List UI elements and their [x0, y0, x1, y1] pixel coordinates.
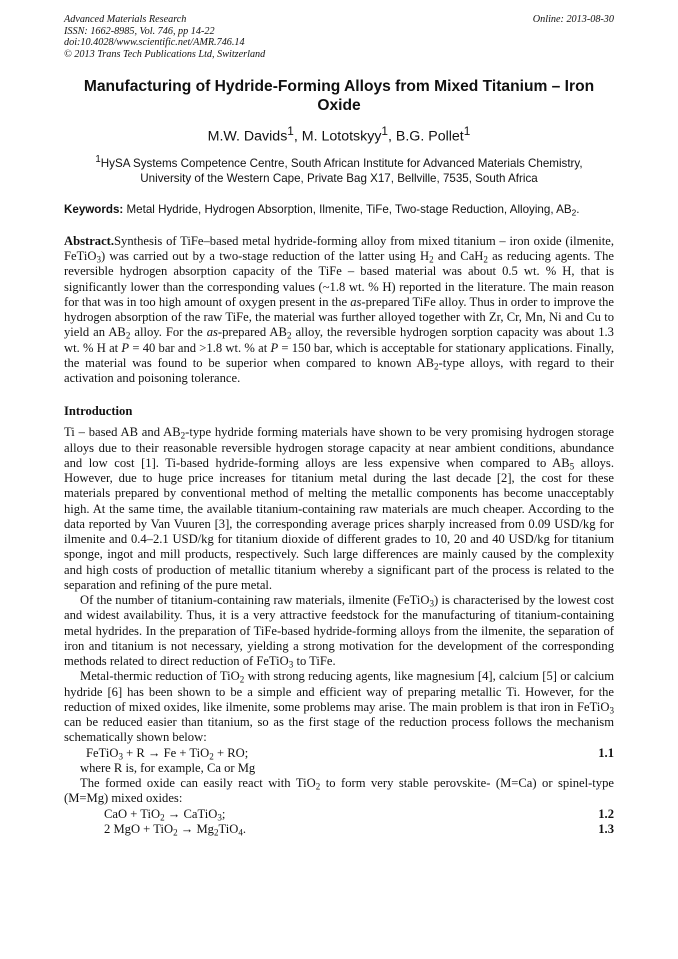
keywords-label: Keywords:	[64, 203, 124, 217]
subscript: 2	[429, 254, 434, 265]
affiliation	[64, 153, 614, 186]
equation-number: 1.1	[598, 745, 614, 760]
subscript: 2	[315, 781, 321, 792]
issn-line: ISSN: 1662-8985, Vol. 746, pp 14-22	[64, 25, 215, 37]
affiliation-line-1: HySA Systems Competence Centre, South African Institute for Advanced Materials Chemistry,	[100, 156, 583, 170]
intro-paragraph-4	[64, 776, 614, 807]
subscript: 3	[217, 812, 222, 823]
equation-text: → CaTiO	[164, 806, 218, 821]
equation-number: 1.3	[598, 821, 614, 836]
subscript: 5	[569, 461, 575, 472]
keywords	[64, 203, 614, 218]
author-name: M. Lototskyy	[301, 129, 382, 146]
subscript: 2	[483, 254, 488, 265]
where-clause: where R is, for example, Ca or Mg	[80, 760, 256, 775]
author-list	[64, 122, 614, 146]
equation-text: FeTiO	[86, 745, 119, 760]
subscript: 2	[239, 674, 245, 685]
equation-1-2	[64, 807, 614, 822]
equation-text: TiO	[218, 821, 239, 836]
abstract-text: -type alloys, with regard to their activation and poisoning tolerance.	[64, 355, 615, 385]
paragraph-text: ) is characterised by the lowest cost and widest availability. Thus, it is a very attractive feedstock for the manufacturing of titanium-containing metal hydrides. In the preparation of TiFe-based hydride-forming alloys from the ilmenite, the separation of iron and titanium is not necessary, yielding a strong motivation for the development of the corresponding methods related to direct reduction of FeTiO	[64, 593, 614, 668]
equation-text: ;	[221, 806, 226, 821]
abstract-text: = 150 bar, which is acceptable for stationary applications. Finally, the material was found to be superior when compared to known AB	[64, 340, 614, 370]
abstract-text: alloy. For the	[130, 325, 207, 340]
copyright-line: © 2013 Trans Tech Publications Ltd, Switzerland	[64, 48, 266, 60]
affiliation-mark: 1	[95, 154, 101, 166]
section-heading-introduction: Introduction	[64, 404, 133, 419]
subscript: 3	[288, 659, 294, 670]
journal-name: Advanced Materials Research	[64, 14, 187, 25]
subscript: 3	[609, 705, 614, 716]
subscript: 2	[434, 361, 439, 372]
subscript: 2	[173, 827, 178, 838]
subscript: 3	[118, 751, 123, 762]
keywords-end: .	[576, 203, 580, 217]
author-separator: ,	[388, 129, 396, 146]
journal-header	[64, 14, 614, 60]
subscript: 2	[125, 330, 131, 341]
paragraph-text: can be reduced easier than titanium, so as the first stage of the reduction process follows the mechanism schematically shown below:	[64, 715, 614, 745]
abstract-text: -prepared AB	[217, 325, 287, 340]
paragraph-text: -type hydride forming materials have shown to be very promising hydrogen storage alloys due to their reasonable reversible hydrogen storage capacity at near ambient conditions, abundance and low cost [1]. Ti-based hydride-forming alloys are less expensive when compared to AB	[64, 425, 615, 470]
author-name: B.G. Pollet	[395, 129, 464, 146]
italic-term: P	[121, 340, 130, 355]
equation-text: → Mg	[177, 821, 214, 836]
online-date: Online: 2013-08-30	[532, 14, 614, 25]
subscript: 2	[180, 430, 186, 441]
equation-text: + R → Fe + TiO	[122, 745, 210, 760]
paragraph-text: Ti – based AB and AB	[64, 425, 181, 440]
italic-term: P	[270, 340, 279, 355]
equation-number: 1.2	[598, 806, 614, 821]
paragraph-text: to TiFe.	[293, 654, 336, 668]
abstract-text: and CaH	[433, 249, 484, 263]
equation-text: CaO + TiO	[104, 806, 161, 821]
equation-text: + RO;	[213, 745, 249, 760]
doi-line[interactable]: doi:10.4028/www.scientific.net/AMR.746.14	[64, 37, 245, 49]
italic-term: as	[350, 294, 362, 309]
abstract-text: alloy, the reversible hydrogen sorption capacity was about 1.3 wt. % H at	[64, 325, 614, 355]
abstract-text: ) was carried out by a two-stage reduction of the latter using H	[100, 249, 430, 263]
abstract-text: = 40 bar and >1.8 wt. % at	[129, 340, 271, 355]
subscript: 2	[571, 207, 577, 218]
subscript: 2	[209, 751, 214, 762]
subscript: 2	[286, 330, 292, 341]
paragraph-text: Of the number of titanium-containing raw materials, ilmenite (FeTiO	[80, 593, 430, 607]
author-affiliation-mark: 1	[287, 124, 294, 139]
paragraph-text: alloys. However, due to huge price increases for titanium metal during the last decade [2], the cost for these materials prepared by conventional method of melting the metallic components has become unacceptably high. At the same time, the available titanium-containing raw materials are much cheaper. According to the data reported by Van Vuuren [3], the corresponding average prices sharply increased from 0.09 USD/kg for ilmenite and 0.4–2.1 USD/kg for titanium dioxide of different grades to 10, 20 and 40 USD/kg for titanium sponge, ingot and mill products, respectively. Such large differences are mainly caused by the complexity and high costs of production of metallic titanium whereby a significant part of the process is related to the separation and refining of the pure metal.	[64, 455, 614, 592]
subscript: 4	[238, 827, 243, 838]
equation-text: .	[242, 821, 247, 836]
paper-title: Manufacturing of Hydride-Forming Alloys from Mixed Titanium – Iron Oxide	[83, 78, 595, 115]
subscript: 3	[429, 598, 435, 609]
equation-1-3	[64, 822, 614, 837]
paragraph-text: The formed oxide can easily react with TiO	[80, 776, 316, 790]
abstract	[64, 234, 614, 387]
author-separator: ,	[293, 129, 302, 146]
keywords-text: Metal Hydride, Hydrogen Absorption, Ilmenite, TiFe, Two-stage Reduction, Alloying, AB	[123, 203, 572, 217]
subscript: 2	[160, 812, 165, 823]
abstract-text: -prepared TiFe alloy. Thus in order to improve the hydrogen absorption of the raw TiFe, the material was further alloyed together with Zr, Cr, Mn, Ni and Cu to yield an AB	[64, 294, 614, 340]
equation-1-1	[64, 746, 614, 761]
abstract-text: Synthesis of TiFe–based metal hydride-forming alloy from mixed titanium – iron oxide (ilmenite, FeTiO	[64, 233, 614, 263]
intro-paragraph-3	[64, 669, 614, 745]
author-affiliation-mark: 1	[463, 124, 471, 139]
author-affiliation-mark: 1	[381, 124, 389, 139]
intro-paragraph-1	[64, 425, 614, 593]
author-name: M.W. Davids	[207, 129, 288, 146]
abstract-label: Abstract.	[64, 233, 115, 248]
abstract-text: as reducing agents. The reversible hydrogen absorption capacity of the TiFe – based material was about 0.5 wt. % H, that is significantly lower than the corresponding values (~1.8 wt. % H) reported in the literature. The main reason for that was in too high amount of oxygen present in the	[64, 249, 614, 309]
equation-text: 2 MgO + TiO	[104, 821, 174, 836]
subscript: 2	[213, 827, 219, 838]
paragraph-text: Metal-thermic reduction of TiO	[80, 669, 240, 684]
paragraph-text: to form very stable perovskite- (M=Ca) or spinel-type (M=Mg) mixed oxides:	[64, 776, 614, 806]
affiliation-line-2: University of the Western Cape, Private Bag X17, Bellville, 7535, South Africa	[140, 171, 538, 185]
intro-paragraph-2	[64, 593, 614, 669]
subscript: 3	[96, 254, 101, 265]
italic-term: as	[206, 325, 218, 340]
paragraph-text: with strong reducing agents, like magnesium [4], calcium [5] or calcium hydride [6] has been shown to be a simple and efficient way of preparing metallic Ti. However, for the reduction of mixed oxides, like ilmenite, some problems may arise. The main problem is that iron in FeTiO	[64, 669, 614, 714]
